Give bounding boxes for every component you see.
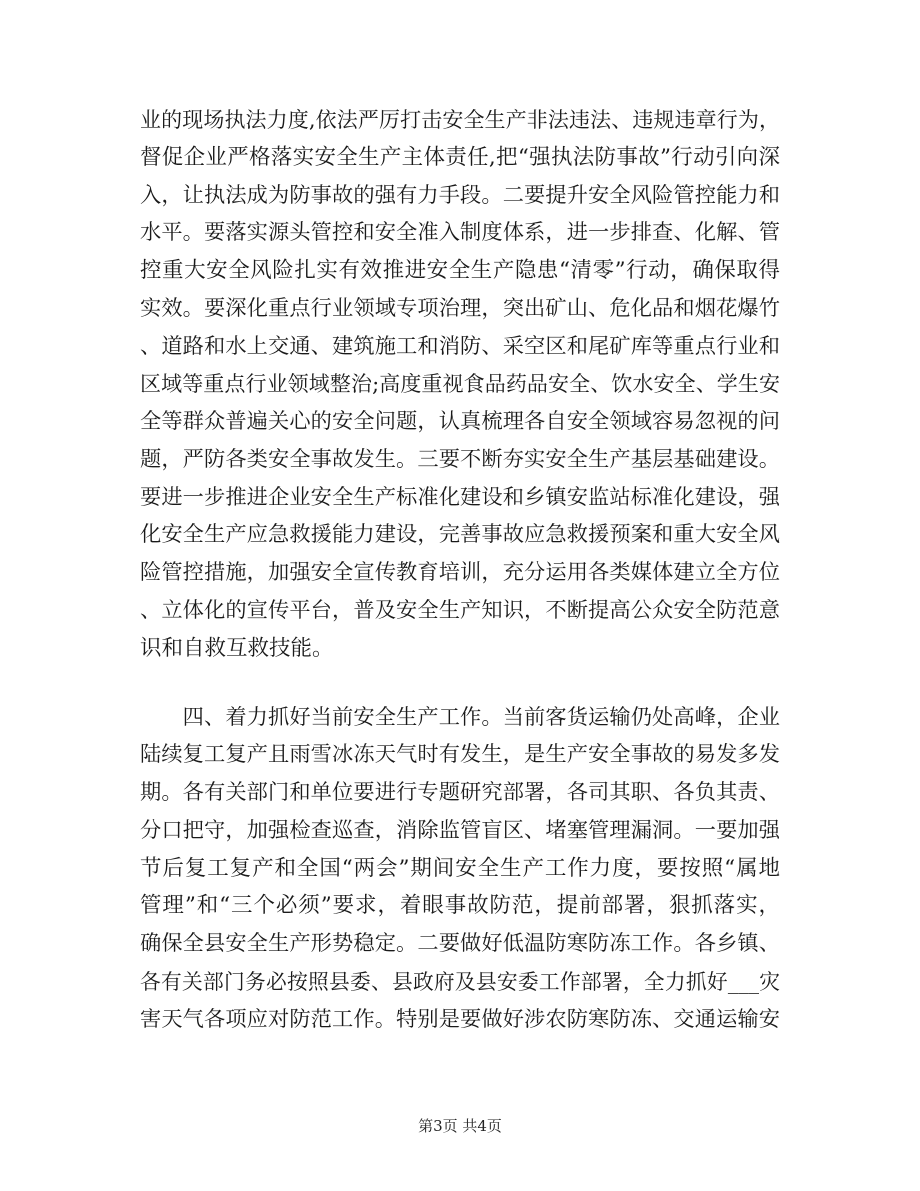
text-line: 、立体化的宣传平台，普及安全生产知识，不断提高公众安全防范意 [140, 598, 780, 623]
text-line: 区域等重点行业领域整治;高度重视食品药品安全、饮水安全、学生安 [140, 372, 780, 396]
text-line: 业的现场执法力度,依法严厉打击安全生产非法违法、违规违章行为， [140, 108, 780, 132]
text-line: 管理”和“三个必须”要求，着眼事故防范，提前部署，狠抓落实， [140, 893, 780, 918]
text-line: 题，严防各类安全事故发生。三要不断夯实安全生产基层基础建设。 [140, 447, 780, 472]
text-line: 水平。要落实源头管控和安全准入制度体系，进一步排查、化解、管 [140, 220, 780, 245]
text-line: 全等群众普遍关心的安全问题，认真梳理各自安全领域容易忽视的问 [140, 409, 780, 434]
text-line: 险管控措施，加强安全宣传教育培训，充分运用各类媒体建立全方位 [140, 560, 780, 585]
text-line: 确保全县安全生产形势稳定。二要做好低温防寒防冻工作。各乡镇、 [140, 931, 780, 956]
text-line: 实效。要深化重点行业领域专项治理，突出矿山、危化品和烟花爆竹 [140, 296, 780, 321]
text-line: 化安全生产应急救援能力建设，完善事故应急救援预案和重大安全风 [140, 522, 780, 547]
text-line: 各有关部门务必按照县委、县政府及县安委工作部署，全力抓好___灾 [140, 970, 780, 994]
text-line: 期。各有关部门和单位要进行专题研究部署，各司其职、各负其责、 [140, 780, 780, 805]
text-line: 害天气各项应对防范工作。特别是要做好涉农防寒防冻、交通运输安 [140, 1007, 780, 1032]
text-line: 入，让执法成为防事故的强有力手段。二要提升安全风险管控能力和 [140, 183, 780, 208]
text-line: 四、着力抓好当前安全生产工作。当前客货运输仍处高峰，企业 [140, 705, 780, 730]
text-line: 要进一步推进企业安全生产标准化建设和乡镇安监站标准化建设，强 [140, 485, 780, 510]
text-line: 控重大安全风险扎实有效推进安全生产隐患“清零”行动，确保取得 [140, 258, 780, 283]
text-line: 分口把守，加强检查巡查，消除监管盲区、堵塞管理漏洞。一要加强 [140, 818, 780, 843]
text-line: 识和自救互救技能。 [140, 636, 334, 661]
text-line: 陆续复工复产且雨雪冰冻天气时有发生，是生产安全事故的易发多发 [140, 742, 780, 767]
text-line: 督促企业严格落实安全生产主体责任,把“强执法防事故”行动引向深 [140, 145, 780, 170]
text-line: 节后复工复产和全国“两会”期间安全生产工作力度，要按照“属地 [140, 856, 780, 881]
page-number: 第3页 共4页 [418, 1117, 502, 1135]
text-line: 、道路和水上交通、建筑施工和消防、采空区和尾矿库等重点行业和 [140, 334, 780, 359]
